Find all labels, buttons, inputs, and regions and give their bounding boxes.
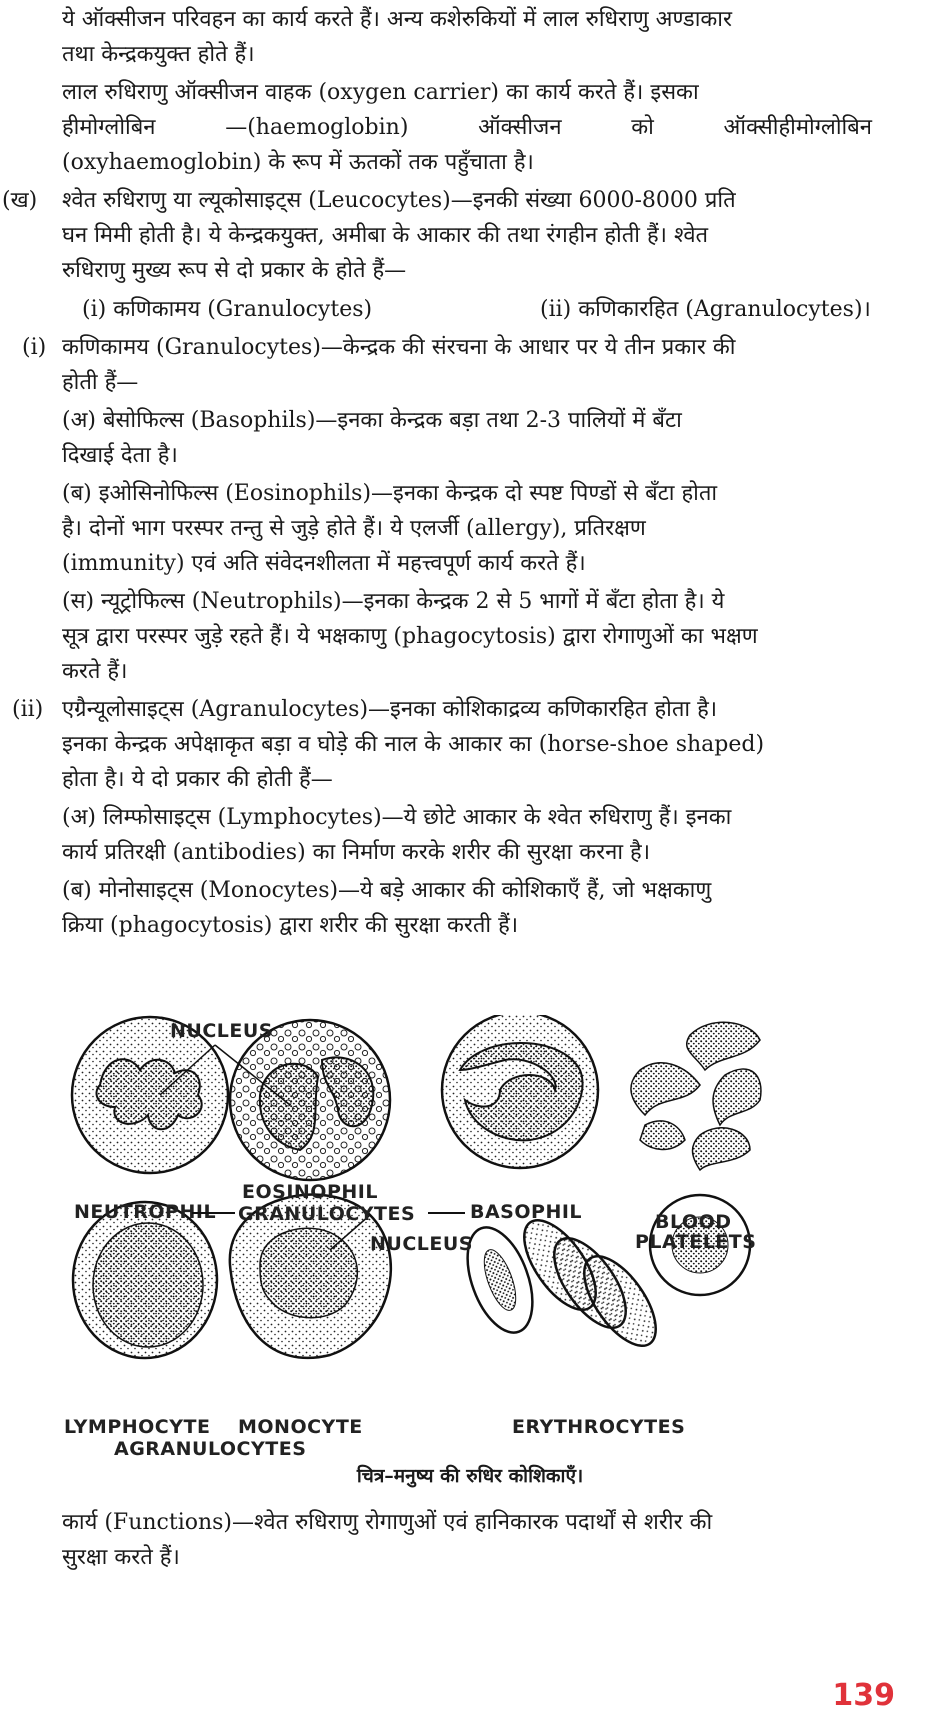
figure-caption: चित्र–मनुष्य की रुधिर कोशिकाएँ। [356,1465,584,1487]
type-granulocytes: (i) कणिकामय (Granulocytes) [82,297,373,322]
para-line: होता है। ये दो प्रकार की होती हैं— [62,767,333,792]
label-blood: BLOOD [655,1211,732,1233]
para-line: (अ) बेसोफिल्स (Basophils)—इनका केन्द्रक बड़ा तथा 2-3 पालियों में बँटा [62,408,682,433]
eosinophil-cell [230,1020,390,1180]
para-line: तथा केन्द्रकयुक्त होते हैं। [62,42,255,67]
page-number: 139 [832,1678,895,1713]
para-line: (स) न्यूट्रोफिल्स (Neutrophils)—इनका केन्द्रक 2 से 5 भागों में बँटा होता है। ये [62,589,725,614]
para-line: ये ऑक्सीजन परिवहन का कार्य करते हैं। अन्य कशेरुकियों में लाल रुधिराणु अण्डाकार [62,7,732,32]
para-line: सूत्र द्वारा परस्पर जुड़े रहते हैं। ये भक्षकाणु (phagocytosis) द्वारा रोगाणुओं का भक्षण [62,624,758,649]
para-line: (ब) मोनोसाइट्स (Monocytes)—ये बड़े आकार की कोशिकाएँ हैं, जो भक्षकाणु [62,878,712,903]
section-label-ii: (ii) [12,697,44,722]
label-erythrocytes: ERYTHROCYTES [512,1416,686,1438]
para-line: हीमोग्लोबिन —(haemoglobin) ऑक्सीजन को ऑक्सीहीमोग्लोबिन [62,115,872,140]
label-granulocytes: GRANULOCYTES [238,1203,416,1225]
para-line: सुरक्षा करते हैं। [62,1545,180,1570]
para-line: (ब) इओसिनोफिल्स (Eosinophils)—इनका केन्द्रक दो स्पष्ट पिण्डों से बँटा होता [62,481,718,506]
para-line: कणिकामय (Granulocytes)—केन्द्रक की संरचना के आधार पर ये तीन प्रकार की [62,335,736,360]
para-line: कार्य प्रतिरक्षी (antibodies) का निर्माण करके शरीर की सुरक्षा करना है। [62,840,651,865]
para-line: कार्य (Functions)—श्वेत रुधिराणु रोगाणुओं एवं हानिकारक पदार्थों से शरीर की [62,1510,713,1535]
para-line: एग्रैन्यूलोसाइट्स (Agranulocytes)—इनका कोशिकाद्रव्य कणिकारहित होता है। [62,697,718,722]
label-nucleus-top: NUCLEUS [170,1020,273,1042]
para-line: करते हैं। [62,659,128,684]
para-line: श्वेत रुधिराणु या ल्यूकोसाइट्स (Leucocytes)—इनकी संख्या 6000-8000 प्रति [62,188,736,213]
para-line: (oxyhaemoglobin) के रूप में ऊतकों तक पहुँचाता है। [62,150,534,175]
label-basophil: BASOPHIL [470,1201,583,1223]
section-label-kh: (ख) [2,188,38,213]
para-line: रुधिराणु मुख्य रूप से दो प्रकार के होते हैं— [62,258,407,283]
para-line: (अ) लिम्फोसाइट्स (Lymphocytes)—ये छोटे आकार के श्वेत रुधिराणु हैं। इनका [62,805,732,830]
lymphocyte-cell [73,1202,217,1358]
para-line: घन मिमी होती है। ये केन्द्रकयुक्त, अमीबा के आकार की तथा रंगहीन होती हैं। श्वेत [62,223,709,248]
blood-cells-figure [60,1015,840,1470]
para-line: (immunity) एवं अति संवेदनशीलता में महत्त्वपूर्ण कार्य करते हैं। [62,551,586,576]
para-line: इनका केन्द्रक अपेक्षाकृत बड़ा व घोड़े की नाल के आकार का (horse-shoe shaped) [62,732,765,757]
label-agranulocytes: AGRANULOCYTES [114,1438,307,1460]
para-line: लाल रुधिराणु ऑक्सीजन वाहक (oxygen carrier) का कार्य करते हैं। इसका [62,80,699,105]
para-line: क्रिया (phagocytosis) द्वारा शरीर की सुरक्षा करती हैं। [62,913,519,938]
para-line: है। दोनों भाग परस्पर तन्तु से जुड़े होते हैं। ये एलर्जी (allergy), प्रतिरक्षण [62,516,646,541]
label-neutrophil: NEUTROPHIL [74,1201,217,1223]
section-label-i: (i) [22,335,47,360]
basophil-cell [442,1015,598,1168]
label-eosinophil: EOSINOPHIL [242,1181,378,1203]
label-platelets: PLATELETS [635,1231,757,1253]
para-line: होती हैं— [62,370,139,395]
label-lymphocyte: LYMPHOCYTE [64,1416,211,1438]
label-nucleus-mid: NUCLEUS [370,1233,473,1255]
platelets-group [631,1022,761,1170]
label-monocyte: MONOCYTE [238,1416,363,1438]
type-agranulocytes: (ii) कणिकारहित (Agranulocytes)। [540,297,871,322]
para-line: दिखाई देता है। [62,443,178,468]
